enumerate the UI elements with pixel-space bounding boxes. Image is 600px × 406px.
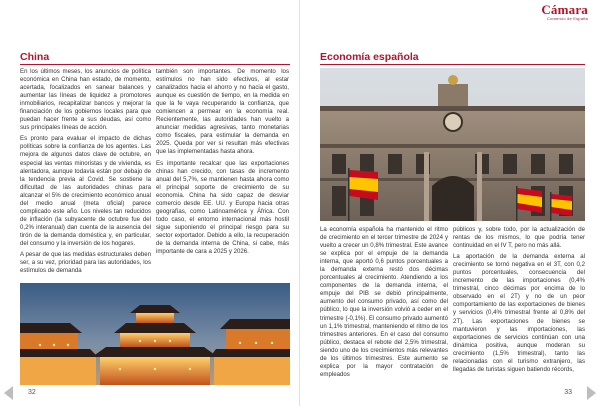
- text-column-china-1: [20, 68, 151, 280]
- right-page: [300, 0, 600, 406]
- section-title-china: China: [20, 51, 50, 63]
- camara-logo: [541, 3, 588, 21]
- section-title-economia-espanola: Economía española: [320, 51, 419, 63]
- page-number: 33: [564, 389, 572, 396]
- paragraph: Es pronto para evaluar el impacto de dichas políticas sobre la confianza de los agentes. Las mejora de algunos datos clave de octubre, en especial las ventas minoristas y de vivienda, es alentadora, aunque todavía están por debajo de la tendencia previa al Covid. Se sostiene la dificultad de las autoridades chinas para alcanzar el 5% de crecimiento económico anual del medio anual (meta oficial) parece complicado este año. Los niveles tan reducidos de inflación (la subyacente de octubre fue del 0,2% interanual) dan cuenta de la ausencia del tirón de la demanda doméstica y, en particular, del consumo y la inversión de los hogares.: [20, 135, 151, 247]
- text-column-china-2: [156, 68, 289, 280]
- paragraph: Es importante recalcar que las exportaciones chinas han crecido, con tasas de incremento anual del 5,7%, se mantienen hasta ahora como el principal soporte de crecimiento de su economía. China ha sido capaz de desviar comercio desde EE. UU. y Europa hacia otras geografías, como Latinoamérica y África. Con todo caso, el entorno internacional más hostil sigue suponiendo el principal riesgo para su sector exportador. Debido a ello, la recuperación de la demanda interna de China, si cabe, más importante de cara a 2025 y 2026.: [156, 159, 289, 256]
- previous-page-arrow-icon[interactable]: [4, 386, 13, 400]
- page-number: 32: [28, 389, 36, 396]
- text-column-espana-2: [453, 226, 585, 389]
- text-column-espana-1: [320, 226, 448, 389]
- paragraph: La aportación de la demanda externa al crecimiento se tornó negativa en el 3T, con 0,2 puntos porcentuales, consecuencia del incremento de las importaciones (0,4% trimestral, cinco décimas por encima de lo observado en el 2T) y no de un peor comportamiento de las exportaciones de bienes y servicios (0,4% trimestral frente al 0,8% del 2T). Las exportaciones de bienes se mantuvieron y las importaciones, las exportaciones de servicios continúan con una dinámica positiva, aunque moderan su crecimiento (1,5% trimestral), tanto las relacionadas con el turismo extranjero, las llegadas de turistas siguen batiendo récords,: [453, 253, 585, 373]
- logo-wordmark: Cámara: [541, 2, 588, 17]
- logo-tagline: Comercio de España: [547, 16, 588, 21]
- paragraph: La economía española ha mantenido el ritmo de crecimiento en el tercer trimestre de 2024 y vuelto a crecer un 0,8% trimestral. Este avance se explica por el empuje de la demanda interna, que aportó 0,6 puntos porcentuales a la demanda externa restó dos décimas porcentuales al crecimiento. Atendiendo a los componentes de la demanda interna, el empuje del PIB se debió principalmente, aumento del consumo privado, así como del público, lo que la inversión volvió a ceder en el trimestre (-0,1%). El consumo privado aumentó un 1,1% trimestral, manteniendo el ritmo de los trimestres anteriores. En el caso del consumo público, destaca el rebote del 2,5% trimestral, siendo uno de los crecimientos más relevantes de los últimos trimestres. Este aumento se explica por la mayor contratación de empleados: [320, 226, 448, 378]
- title-underline: [20, 64, 290, 65]
- china-pagoda-photo: [20, 283, 290, 385]
- paragraph: también son importantes. De momento los estímulos no han sido efectivos, al estar canalizados hacia el ahorro y no hacia el gasto, aunque es cuestión de tiempo, en la medida en que la fe vaya recuperando la confianza, que comiencen a permear en la economía real. Recientemente, las autoridades han vuelto a anunciar medidas agresivas, tanto monetarias como fiscales, para estimular la demanda en 2025. Queda por ver si resultan más efectivas que las implementadas hasta ahora.: [156, 68, 289, 156]
- paragraph: A pesar de que las medidas estructurales deben ser, a su vez, prioridad para las autoridades, los estímulos de demanda: [20, 251, 151, 275]
- title-underline: [320, 64, 585, 65]
- next-page-arrow-icon[interactable]: [587, 386, 596, 400]
- paragraph: públicos y, sobre todo, por la actualización de rentas de los mismos, lo que podría tener continuidad en el IV T, pero no más allá.: [453, 226, 585, 250]
- banco-de-espana-photo: [320, 68, 585, 221]
- paragraph: En los últimos meses, los anuncios de política económica en China han estado, de momento, acertada, focalizados en sanear balances y aumentar las líneas de liquidez a promotores inmobiliarios, recapitalizar bancos y mejorar la financiación de los gobiernos locales para que puedan hacer frente a sus deudas, así como sus principales líneas de acción.: [20, 68, 151, 132]
